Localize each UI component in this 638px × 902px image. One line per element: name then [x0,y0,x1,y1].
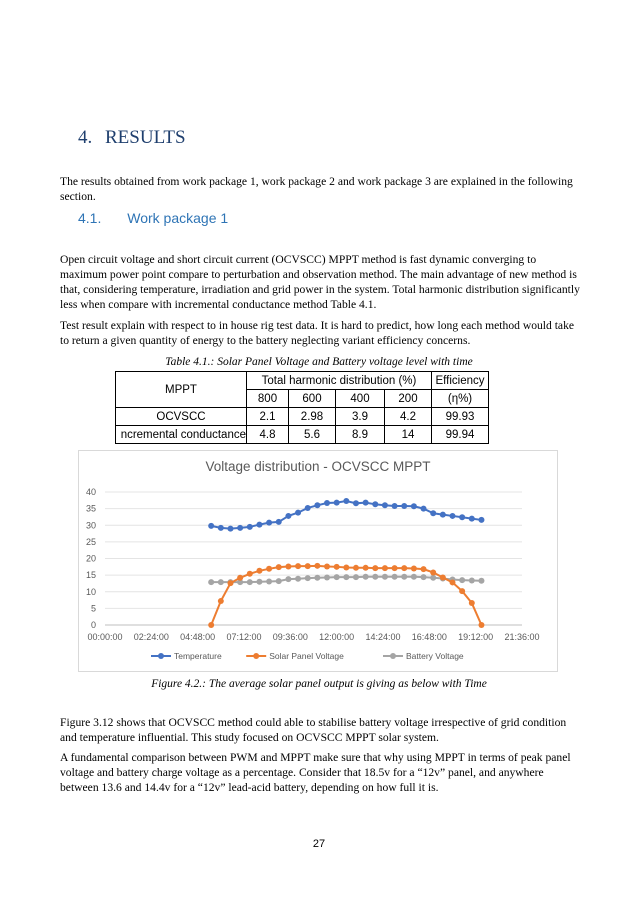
temperature-point [353,500,359,506]
legend-label: Battery Voltage [406,651,464,661]
temperature-point [237,525,243,531]
solar-panel-voltage-point [343,564,349,570]
battery-voltage-point [421,574,427,580]
body-paragraph-3: Figure 3.12 shows that OCVSCC method could able to stabilise battery voltage irrespective of grid condition and temperature influential. This study focused on OCVSCC MPPT solar system. [60,716,567,744]
battery-voltage-point [343,574,349,580]
table-cell: OCVSCC [116,408,247,426]
solar-panel-voltage-point [469,600,475,606]
solar-panel-voltage-point [430,569,436,575]
chart-title: Voltage distribution - OCVSCC MPPT [205,459,431,474]
battery-voltage-point [247,579,253,585]
y-tick-label: 5 [90,603,96,614]
temperature-point [305,505,311,511]
battery-voltage-point [324,574,330,580]
legend-marker-solar-panel-voltage [253,653,259,659]
x-tick-label: 16:48:00 [411,632,447,642]
solar-panel-voltage-point [256,568,262,574]
y-tick-label: 15 [85,570,96,581]
section-title: RESULTS [105,127,186,148]
battery-voltage-point [372,574,378,580]
temperature-point [363,500,369,506]
table-cell: 4.2 [385,408,432,426]
legend-marker-battery-voltage [390,653,396,659]
x-tick-label: 00:00:00 [87,632,123,642]
x-tick-label: 09:36:00 [272,632,308,642]
temperature-point [295,510,301,516]
temperature-point [450,513,456,519]
temperature-point [478,517,484,523]
x-tick-label: 12:00:00 [319,632,355,642]
x-tick-label: 19:12:00 [458,632,494,642]
battery-voltage-point [208,579,214,585]
solar-panel-voltage-point [295,563,301,569]
temperature-point [256,522,262,528]
temperature-point [401,503,407,509]
y-tick-label: 40 [85,487,96,497]
battery-voltage-point [478,578,484,584]
y-tick-label: 0 [90,620,96,630]
temperature-point [382,502,388,508]
results-table [115,371,489,444]
y-tick-label: 20 [85,553,96,564]
x-tick-label: 14:24:00 [365,632,401,642]
table-header-efficiency: Efficiency [432,372,489,390]
solar-panel-voltage-point [266,566,272,572]
temperature-point [276,519,282,525]
table-cell: 4.8 [247,426,289,444]
table-cell: ncremental conductance [116,426,247,444]
battery-voltage-point [363,574,369,580]
table-subheader: 200 [385,390,432,408]
temperature-point [459,514,465,520]
battery-voltage-point [256,579,262,585]
x-tick-label: 21:36:00 [504,632,540,642]
table-cell: 14 [385,426,432,444]
x-tick-label: 02:24:00 [133,632,169,642]
battery-voltage-point [276,578,282,584]
x-tick-label: 04:48:00 [180,632,216,642]
intro-paragraph: The results obtained from work package 1, work package 2 and work package 3 are explained in the following section. [60,175,573,203]
battery-voltage-point [295,576,301,582]
temperature-point [440,512,446,518]
page-number: 27 [312,838,326,850]
solar-panel-voltage-point [353,565,359,571]
table-header-method: MPPT [116,372,247,408]
solar-panel-voltage-point [372,565,378,571]
temperature-point [334,500,340,506]
solar-panel-voltage-point [421,566,427,572]
battery-voltage-point [334,574,340,580]
temperature-point [411,503,417,509]
y-tick-label: 25 [85,536,96,547]
solar-panel-voltage-point [440,574,446,580]
solar-panel-voltage-point [314,563,320,569]
subsection-title: Work package 1 [127,210,229,226]
body-paragraph-4: A fundamental comparison between PWM and MPPT make sure that why using MPPT in terms of peak panel voltage and battery charge voltage as a percentage. Consider that 18.5v for a “12v” panel, and anywhere between 13.6 and 14.4v for a “12v” lead-acid battery, depending on how full it is. [60,751,571,794]
battery-voltage-point [430,575,436,581]
temperature-point [314,502,320,508]
temperature-point [372,501,378,507]
battery-voltage-point [401,574,407,580]
table-row [116,408,489,426]
battery-voltage-point [469,577,475,583]
solar-panel-voltage-point [208,622,214,628]
solar-panel-voltage-point [247,571,253,577]
table-cell: 99.93 [432,408,489,426]
y-tick-label: 30 [85,520,96,531]
solar-panel-voltage-point [478,622,484,628]
battery-voltage-point [459,577,465,583]
battery-voltage-point [411,574,417,580]
solar-panel-voltage-point [285,563,291,569]
solar-panel-voltage-point [276,564,282,570]
solar-panel-voltage-point [392,565,398,571]
x-tick-label: 07:12:00 [226,632,262,642]
temperature-point [247,524,253,530]
temperature-point [343,498,349,504]
figure-caption: Figure 4.2.: The average solar panel output is giving as below with Time [151,678,487,690]
body-paragraph-2: Test result explain with respect to in house rig test data. It is hard to predict, how long each method would take to return a given quantity of energy to the battery neglecting variant efficiency concerns. [60,319,575,347]
y-tick-label: 35 [85,503,96,514]
solar-panel-voltage-point [382,565,388,571]
battery-voltage-point [314,575,320,581]
battery-voltage-point [353,574,359,580]
voltage-chart [79,451,557,671]
subsection-heading [78,210,228,226]
solar-panel-voltage-point [363,565,369,571]
battery-voltage-point [285,576,291,582]
chart-container [78,450,558,672]
temperature-point [266,520,272,526]
table-header-thd: Total harmonic distribution (%) [247,372,432,390]
solar-panel-voltage-point [401,565,407,571]
body-paragraph-1: Open circuit voltage and short circuit current (OCVSCC) MPPT method is fast dynamic converging to maximum power point compare to perturbation and observation method. The main advantage of new method is that, considering temperature, irradiation and grid power in the system. Total harmonic distribution significantly less when compare with incremental conductance method Table 4.1. [60,253,580,311]
temperature-point [227,526,233,532]
table-subheader: 800 [247,390,289,408]
solar-panel-voltage-point [237,575,243,581]
subsection-number: 4.1. [78,210,102,226]
table-caption: Table 4.1.: Solar Panel Voltage and Battery voltage level with time [165,356,473,368]
table-cell: 99.94 [432,426,489,444]
temperature-point [218,525,224,531]
table-cell: 8.9 [336,426,385,444]
table-cell: 2.1 [247,408,289,426]
solar-panel-voltage-point [459,588,465,594]
battery-voltage-point [382,574,388,580]
y-tick-label: 10 [85,586,96,597]
table-subheader: (η%) [432,390,489,408]
battery-voltage-point [266,578,272,584]
legend-label: Solar Panel Voltage [269,651,344,661]
temperature-point [430,510,436,516]
table-subheader: 400 [336,390,385,408]
temperature-point [208,523,214,529]
temperature-point [285,513,291,519]
solar-panel-voltage-point [218,598,224,604]
legend-label: Temperature [174,651,222,661]
table-row [116,426,489,444]
legend-marker-temperature [158,653,164,659]
solar-panel-voltage-point [334,564,340,570]
temperature-point [421,506,427,512]
battery-voltage-point [305,575,311,581]
temperature-point [469,516,475,522]
solar-panel-voltage-point [227,580,233,586]
battery-voltage-point [218,579,224,585]
section-number: 4. [78,127,93,148]
table-cell: 3.9 [336,408,385,426]
section-heading [78,127,186,149]
solar-panel-voltage-point [324,563,330,569]
table-cell: 2.98 [289,408,336,426]
solar-panel-voltage-point [305,563,311,569]
table-subheader: 600 [289,390,336,408]
temperature-point [324,500,330,506]
solar-panel-voltage-point [450,579,456,585]
solar-panel-voltage-point [411,565,417,571]
temperature-point [392,503,398,509]
table-cell: 5.6 [289,426,336,444]
battery-voltage-point [392,574,398,580]
